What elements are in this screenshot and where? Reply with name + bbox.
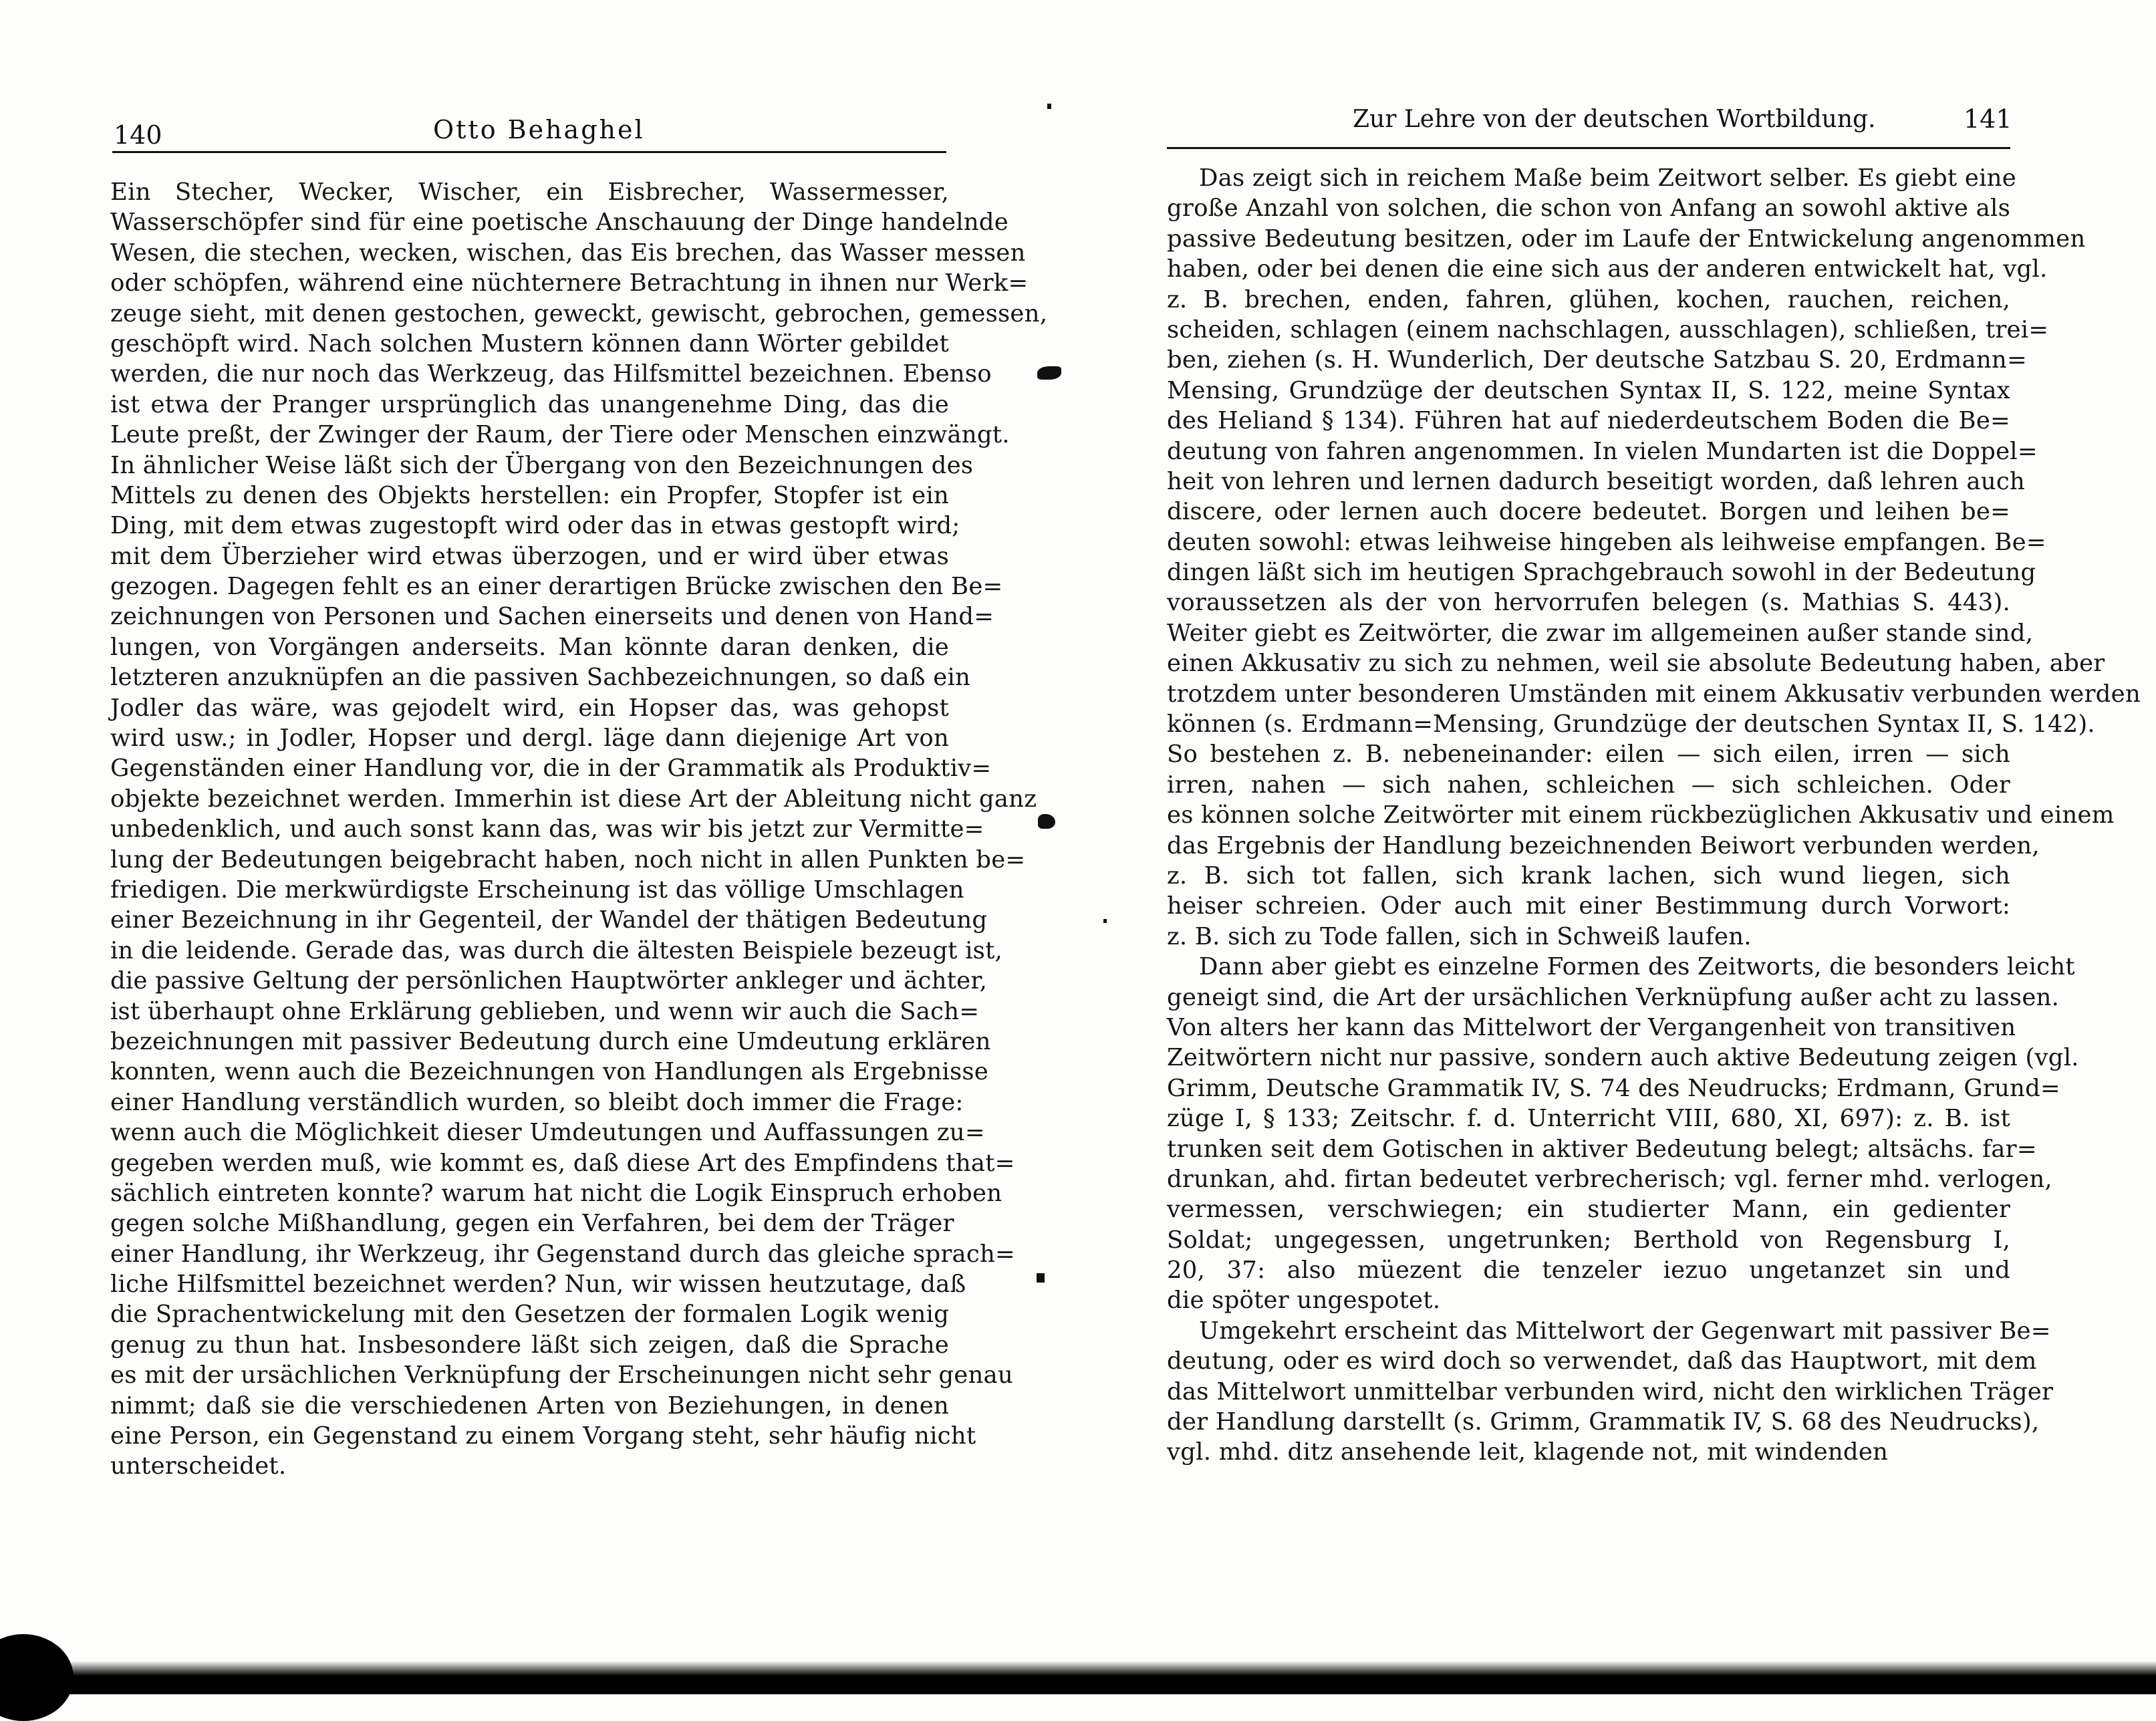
text-line: oder schöpfen, während eine nüchternere Betrachtung in ihnen nur Werk= [110,269,1029,297]
text-line: z. B. sich zu Tode fallen, sich in Schweiß laufen. [1167,922,1752,950]
text-line: können (s. Erdmann=Mensing, Grundzüge der deutschen Syntax II, S. 142). [1167,710,2095,739]
text-line: mit dem Überzieher wird etwas überzogen, und er wird über etwas [110,542,949,570]
text-line: Leute preßt, der Zwinger der Raum, der Tiere oder Menschen einzwängt. [110,421,1010,449]
text-line: die passive Geltung der persönlichen Hauptwörter ankleger und ächter, [110,967,988,995]
text-line: in die leidende. Gerade das, was durch die ältesten Beispiele bezeugt ist, [110,936,1003,964]
gutter-mark [1047,104,1051,109]
text-line: die Sprachentwickelung mit den Gesetzen der formalen Logik wenig [110,1301,949,1329]
text-line: scheiden, schlagen (einem nachschlagen, ausschlagen), schließen, trei= [1167,315,2049,344]
text-line: haben, oder bei denen die eine sich aus der anderen entwickelt hat, vgl. [1167,255,2048,283]
text-line: Mensing, Grundzüge der deutschen Syntax II, S. 122, meine Syntax [1167,376,2010,404]
text-line: bezeichnungen mit passiver Bedeutung durch eine Umdeutung erklären [110,1027,991,1055]
text-line: trotzdem unter besonderen Umständen mit einem Akkusativ verbunden werden [1167,680,2141,708]
text-line: lung der Bedeutungen beigebracht haben, noch nicht in allen Punkten be= [110,845,1026,874]
text-line: zeichnungen von Personen und Sachen einerseits und denen von Hand= [110,603,994,631]
text-line: 20, 37: also müezent die tenzeler iezuo ungetanzet sin und [1167,1256,2010,1285]
text-line: einer Handlung verständlich wurden, so bleibt doch immer die Frage: [110,1088,964,1116]
gutter-mark [1037,366,1061,380]
text-line: objekte bezeichnet werden. Immerhin ist diese Art der Ableitung nicht ganz [110,785,1037,813]
text-line: sächlich eintreten konnte? warum hat nicht die Logik Einspruch erhoben [110,1179,1002,1207]
text-line: discere, oder lernen auch docere bedeutet. Borgen und leihen be= [1167,498,2010,526]
text-line: letzteren anzuknüpfen an die passiven Sachbezeichnungen, so daß ein [110,664,971,692]
header-rule-left [112,151,946,153]
text-line: Von alters her kann das Mittelwort der Vergangenheit von transitiven [1167,1013,2016,1041]
text-line: Umgekehrt erscheint das Mittelwort der Gegenwart mit passiver Be= [1199,1317,2051,1345]
text-line: Dann aber giebt es einzelne Formen des Zeitworts, die besonders leicht [1199,953,2075,981]
text-line: Das zeigt sich in reichem Maße beim Zeitwort selber. Es giebt eine [1199,164,2016,192]
text-line: Grimm, Deutsche Grammatik IV, S. 74 des Neudrucks; Erdmann, Grund= [1167,1074,2060,1102]
text-line: die spöter ungespotet. [1167,1287,1441,1315]
text-line: werden, die nur noch das Werkzeug, das Hilfsmittel bezeichnen. Ebenso [110,360,992,388]
text-line: gegeben werden muß, wie kommt es, daß diese Art des Empfindens that= [110,1149,1015,1177]
text-line: Soldat; ungegessen, ungetrunken; Berthold von Regensburg I, [1167,1226,2010,1254]
text-line: einen Akkusativ zu sich zu nehmen, weil sie absolute Bedeutung haben, aber [1167,650,2105,678]
text-line: eine Person, ein Gegenstand zu einem Vorgang steht, sehr häufig nicht [110,1422,976,1450]
text-line: gezogen. Dagegen fehlt es an einer derartigen Brücke zwischen den Be= [110,573,1003,601]
text-line: es mit der ursächlichen Verknüpfung der Erscheinungen nicht sehr genau [110,1361,1013,1389]
text-line: das Mittelwort unmittelbar verbunden wird, nicht den wirklichen Träger [1167,1377,2054,1406]
left-body-text [110,177,1048,1482]
text-line: drunkan, ahd. firtan bedeutet verbrecherisch; vgl. ferner mhd. verlogen, [1167,1165,2052,1193]
text-line: deuten sowohl: etwas leihweise hingeben als leihweise empfangen. Be= [1167,528,2046,556]
text-line: zeuge sieht, mit denen gestochen, geweckt, gewischt, gebrochen, gemessen, [110,299,1048,327]
text-line: In ähnlicher Weise läßt sich der Übergang von den Bezeichnungen des [110,451,974,479]
gutter-mark [1038,814,1055,829]
text-line: des Heliand § 134). Führen hat auf niederdeutschem Boden die Be= [1167,407,2010,435]
text-line: Mittels zu denen des Objekts herstellen: ein Propfer, Stopfer ist ein [110,481,949,509]
gutter-mark [1037,1273,1045,1283]
text-line: große Anzahl von solchen, die schon von Anfang an sowohl aktive als [1167,194,2010,223]
text-line: züge I, § 133; Zeitschr. f. d. Unterricht VIII, 680, XI, 697): z. B. ist [1167,1105,2010,1133]
text-line: unbedenklich, und auch sonst kann das, was wir bis jetzt zur Vermitte= [110,815,984,843]
text-line: einer Bezeichnung in ihr Gegenteil, der Wandel der thätigen Bedeutung [110,906,988,934]
text-line: nimmt; daß sie die verschiedenen Arten von Beziehungen, in denen [110,1392,949,1420]
text-line: Ding, mit dem etwas zugestopft wird oder das in etwas gestopft wird; [110,512,960,540]
text-line: Jodler das wäre, was gejodelt wird, ein Hopser das, was gehopst [110,694,949,722]
text-line: Zeitwörtern nicht nur passive, sondern auch aktive Bedeutung zeigen (vgl. [1167,1044,2079,1072]
text-line: einer Handlung, ihr Werkzeug, ihr Gegenstand durch das gleiche sprach= [110,1240,1015,1268]
text-line: geneigt sind, die Art der ursächlichen Verknüpfung außer acht zu lassen. [1167,983,2060,1011]
page-number-left: 140 [114,120,162,150]
right-page [1069,0,2156,1694]
text-line: heiser schreien. Oder auch mit einer Bestimmung durch Vorwort: [1167,892,2010,920]
text-line: trunken seit dem Gotischen in aktiver Bedeutung belegt; altsächs. far= [1167,1135,2037,1163]
text-line: vermessen, verschwiegen; ein studierter Mann, ein gedienter [1167,1196,2010,1224]
text-line: gegen solche Mißhandlung, gegen ein Verfahren, bei dem der Träger [110,1210,954,1238]
text-line: es können solche Zeitwörter mit einem rückbezüglichen Akkusativ und einem [1167,801,2115,829]
text-line: So bestehen z. B. nebeneinander: eilen — sich eilen, irren — sich [1167,741,2010,769]
text-line: konnten, wenn auch die Bezeichnungen von Handlungen als Ergebnisse [110,1058,989,1086]
text-line: voraussetzen als der von hervorrufen belegen (s. Mathias S. 443). [1167,589,2010,617]
right-body-text [1167,163,2141,1468]
running-head-right: Zur Lehre von der deutschen Wortbildung. [1353,106,1876,133]
text-line: deutung, oder es wird doch so verwendet, daß das Hauptwort, mit dem [1167,1347,2037,1375]
text-line: der Handlung darstellt (s. Grimm, Grammatik IV, S. 68 des Neudrucks), [1167,1408,2040,1436]
text-line: vgl. mhd. ditz ansehende leit, klagende not, mit windenden [1167,1438,1889,1466]
text-line: liche Hilfsmittel bezeichnet werden? Nun, wir wissen heutzutage, daß [110,1271,966,1299]
text-line: Gegenständen einer Handlung vor, die in der Grammatik als Produktiv= [110,755,992,783]
text-line: lungen, von Vorgängen anderseits. Man könnte daran denken, die [110,633,949,661]
text-line: Wesen, die stechen, wecken, wischen, das Eis brechen, das Wasser messen [110,239,1026,267]
text-line: passive Bedeutung besitzen, oder im Laufe der Entwickelung angenommen [1167,225,2086,253]
text-line: das Ergebnis der Handlung bezeichnenden Beiwort verbunden werden, [1167,831,2040,859]
text-line: z. B. brechen, enden, fahren, glühen, kochen, rauchen, reichen, [1167,285,2010,313]
text-line: ist überhaupt ohne Erklärung geblieben, und wenn wir auch die Sach= [110,997,980,1025]
text-line: Weiter giebt es Zeitwörter, die zwar im allgemeinen außer stande sind, [1167,619,2034,647]
text-line: friedigen. Die merkwürdigste Erscheinung ist das völlige Umschlagen [110,876,964,904]
text-line: ist etwa der Pranger ursprünglich das unangenehme Ding, das die [110,390,949,418]
text-line: genug zu thun hat. Insbesondere läßt sich zeigen, daß die Sprache [110,1331,949,1359]
text-line: irren, nahen — sich nahen, schleichen — sich schleichen. Oder [1167,771,2010,799]
page-number-right: 141 [1964,104,2012,134]
text-line: wenn auch die Möglichkeit dieser Umdeutungen und Auffassungen zu= [110,1119,985,1147]
text-line: wird usw.; in Jodler, Hopser und dergl. läge dann diejenige Art von [110,724,949,753]
text-line: heit von lehren und lernen dadurch beseitigt worden, daß lehren auch [1167,467,2025,495]
text-line: z. B. sich tot fallen, sich krank lachen, sich wund liegen, sich [1167,862,2010,890]
text-line: geschöpft wird. Nach solchen Mustern können dann Wörter gebildet [110,329,949,358]
text-line: Wasserschöpfer sind für eine poetische Anschauung der Dinge handelnde [110,209,1008,237]
text-line: dingen läßt sich im heutigen Sprachgebrauch sowohl in der Bedeutung [1167,559,2036,587]
text-line: Ein Stecher, Wecker, Wischer, ein Eisbrecher, Wassermesser, [110,178,949,206]
scan-shadow [0,1661,2156,1694]
left-page [0,0,1069,1694]
running-head-left: Otto Behaghel [433,115,645,144]
text-line: deutung von fahren angenommen. In vielen Mundarten ist die Doppel= [1167,437,2038,465]
text-line: unterscheidet. [110,1452,287,1480]
header-rule-right [1167,147,2010,149]
text-line: ben, ziehen (s. H. Wunderlich, Der deutsche Satzbau S. 20, Erdmann= [1167,346,2027,374]
